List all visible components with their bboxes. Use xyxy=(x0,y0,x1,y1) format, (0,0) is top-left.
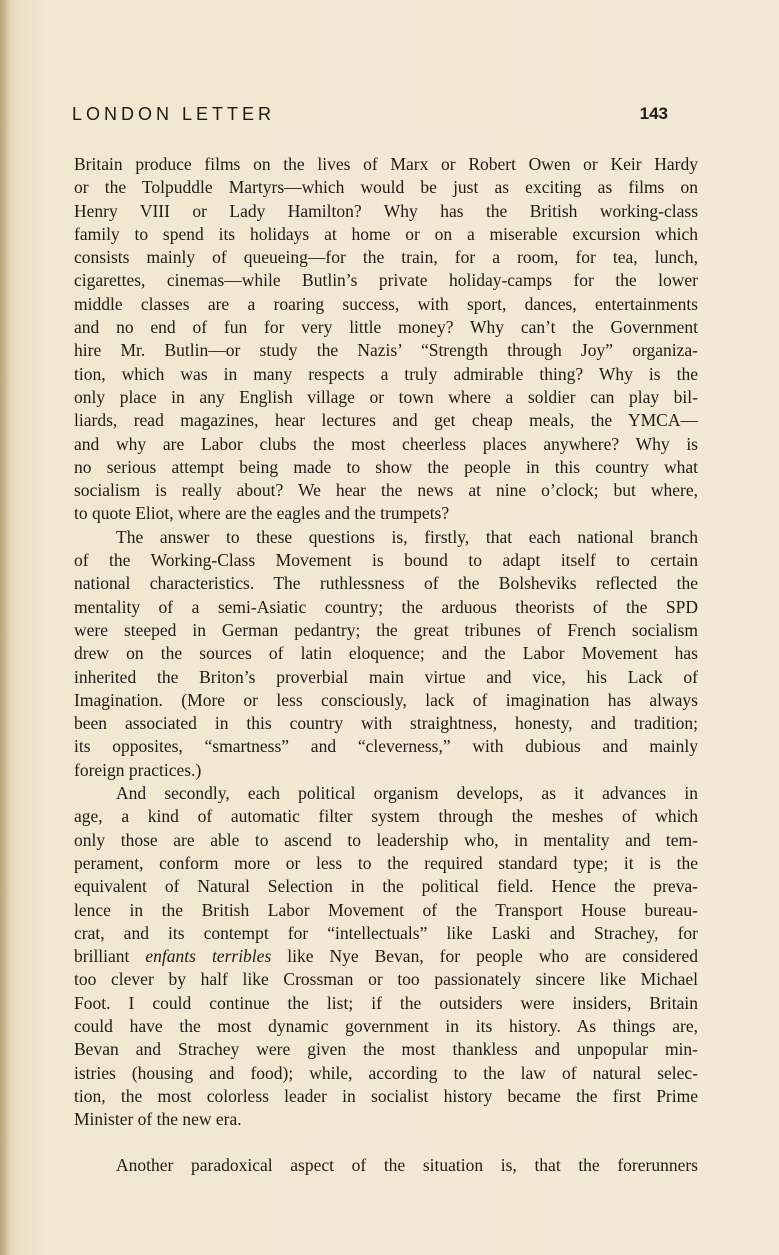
running-head: LONDON LETTER xyxy=(72,104,276,124)
paragraph xyxy=(74,153,698,526)
text-line: were steeped in German pedantry; the great tribunes of French socialism xyxy=(74,619,698,640)
text-line: Foot. I could continue the list; if the outsiders were insiders, Britain xyxy=(74,992,698,1013)
text-line: perament, conform more or less to the required standard type; it is the xyxy=(74,852,698,873)
text-line: equivalent of Natural Selection in the political field. Hence the preva- xyxy=(74,876,698,897)
text-line: drew on the sources of latin eloquence; and the Labor Movement has xyxy=(74,643,698,664)
paragraph xyxy=(74,1154,698,1177)
text-line: Minister of the new era. xyxy=(74,1109,242,1130)
italic-phrase: enfants terribles xyxy=(145,946,272,967)
text-line: and no end of fun for very little money? Why can’t the Government xyxy=(74,317,698,338)
text-line: socialism is really about? We hear the news at nine o’clock; but where, xyxy=(74,480,698,501)
text-line: middle classes are a roaring success, with sport, dances, entertainments xyxy=(74,293,698,314)
text-line: Britain produce films on the lives of Marx or Robert Owen or Keir Hardy xyxy=(74,154,698,174)
text-line: its opposites, “smartness” and “cleverness,” with dubious and mainly xyxy=(74,736,698,757)
paragraph xyxy=(74,526,698,782)
page-number: 143 xyxy=(639,104,668,123)
text-line: too clever by half like Crossman or too passionately sincere like Michael xyxy=(74,969,698,990)
section-gap xyxy=(74,1131,698,1154)
text-line: foreign practices.) xyxy=(74,759,202,780)
text-line: age, a kind of automatic filter system through the meshes of which xyxy=(74,806,698,827)
text-line: crat, and its contempt for “intellectuals” like Laski and Strachey, for xyxy=(74,922,698,943)
text-line: liards, read magazines, hear lectures and get cheap meals, the YMCA— xyxy=(74,410,698,431)
text-line: lence in the British Labor Movement of the Transport House bureau- xyxy=(74,899,698,920)
text-line: istries (housing and food); while, according to the law of natural selec- xyxy=(74,1062,698,1083)
page-header xyxy=(72,104,668,130)
text-line: only those are able to ascend to leadership who, in mentality and tem- xyxy=(74,829,698,850)
text-line: tion, which was in many respects a truly admirable thing? Why is the xyxy=(74,363,698,384)
gutter-shadow xyxy=(0,0,10,1255)
body-text xyxy=(74,153,698,1178)
text-line: to quote Eliot, where are the eagles and the trumpets? xyxy=(74,503,450,524)
text-line: Imagination. (More or less consciously, lack of imagination has always xyxy=(74,689,698,710)
text-run: like Nye Bevan, for people who are considered xyxy=(271,946,698,967)
text-line: consists mainly of queueing—for the train, for a room, for tea, lunch, xyxy=(74,247,698,268)
text-line: And secondly, each political organism develops, as it advances in xyxy=(116,783,698,804)
text-line: been associated in this country with straightness, honesty, and tradition; xyxy=(74,713,698,734)
text-line: mentality of a semi-Asiatic country; the arduous theorists of the SPD xyxy=(74,596,698,617)
text-line: could have the most dynamic government in its history. As things are, xyxy=(74,1015,698,1036)
text-line: and why are Labor clubs the most cheerless places anywhere? Why is xyxy=(74,433,698,454)
text-line: national characteristics. The ruthlessness of the Bolsheviks reflected the xyxy=(74,573,698,594)
text-line-with-italic xyxy=(74,945,698,968)
text-line: or the Tolpuddle Martyrs—which would be just as exciting as films on xyxy=(74,177,698,198)
paragraph xyxy=(74,782,698,1131)
text-line: no serious attempt being made to show the people in this country what xyxy=(74,456,698,477)
text-line: tion, the most colorless leader in socialist history became the first Prime xyxy=(74,1085,698,1106)
text-line: Bevan and Strachey were given the most thankless and unpopular min- xyxy=(74,1039,698,1060)
text-line: Another paradoxical aspect of the situation is, that the forerunners xyxy=(116,1155,698,1176)
text-line: family to spend its holidays at home or on a miserable excursion which xyxy=(74,223,698,244)
text-line: only place in any English village or town where a soldier can play bil- xyxy=(74,386,698,407)
text-run: brilliant xyxy=(74,946,146,967)
text-line: Henry VIII or Lady Hamilton? Why has the British working-class xyxy=(74,200,698,221)
text-line: inherited the Briton’s proverbial main virtue and vice, his Lack of xyxy=(74,666,698,687)
text-line: cigarettes, cinemas—while Butlin’s private holiday-camps for the lower xyxy=(74,270,698,291)
text-line: hire Mr. Butlin—or study the Nazis’ “Strength through Joy” organiza- xyxy=(74,340,698,361)
text-line: of the Working-Class Movement is bound to adapt itself to certain xyxy=(74,550,698,571)
text-line: The answer to these questions is, firstly, that each national branch xyxy=(116,526,698,547)
